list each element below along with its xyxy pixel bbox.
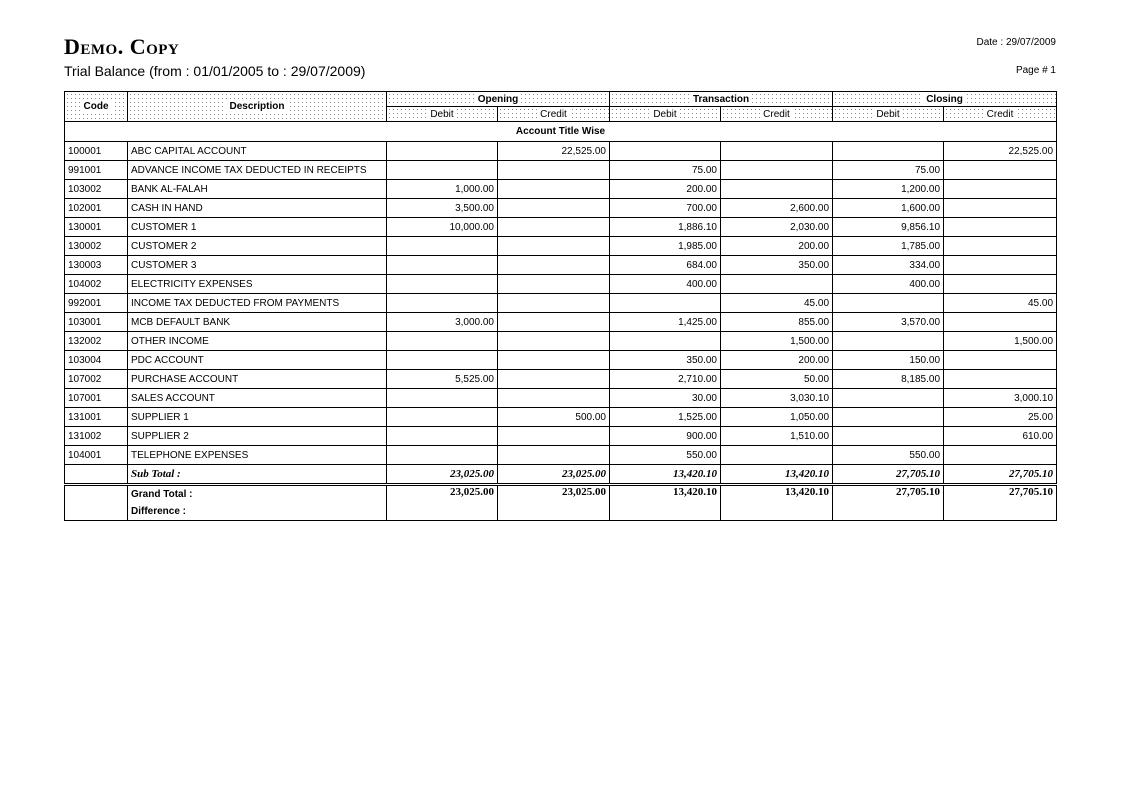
cell-closing-debit: 1,785.00 — [833, 237, 944, 256]
cell-opening-debit — [387, 408, 498, 427]
account-row — [65, 180, 1057, 199]
cell-opening-debit — [387, 237, 498, 256]
cell-transaction-debit: 400.00 — [610, 275, 721, 294]
cell-description: CUSTOMER 1 — [128, 218, 387, 237]
cell-transaction-credit: 855.00 — [721, 313, 833, 332]
subtotal-row — [65, 465, 1057, 485]
cell-closing-debit: 8,185.00 — [833, 370, 944, 389]
page-number: Page # 1 — [1015, 65, 1056, 76]
cell-transaction-credit — [721, 142, 833, 161]
cell-closing-credit: 1,500.00 — [944, 332, 1057, 351]
cell-code: 131001 — [65, 408, 128, 427]
cell-closing-credit: 610.00 — [944, 427, 1057, 446]
cell-transaction-credit: 1,500.00 — [721, 332, 833, 351]
cell-description: SALES ACCOUNT — [128, 389, 387, 408]
cell-transaction-debit: 1,425.00 — [610, 313, 721, 332]
subtotal-opening-debit: 23,025.00 — [387, 465, 498, 485]
cell-opening-debit — [387, 142, 498, 161]
account-row — [65, 370, 1057, 389]
cell-closing-credit — [944, 237, 1057, 256]
cell-code: 103001 — [65, 313, 128, 332]
cell-opening-debit — [387, 275, 498, 294]
cell-opening-debit — [387, 161, 498, 180]
cell-description: BANK AL-FALAH — [128, 180, 387, 199]
report-subtitle: Trial Balance (from : 01/01/2005 to : 29/07/2009) — [64, 63, 366, 79]
cell-closing-debit: 400.00 — [833, 275, 944, 294]
cell-opening-credit — [498, 161, 610, 180]
cell-description: SUPPLIER 1 — [128, 408, 387, 427]
cell-transaction-debit: 684.00 — [610, 256, 721, 275]
cell-opening-debit — [387, 256, 498, 275]
cell-transaction-credit: 2,030.00 — [721, 218, 833, 237]
cell-code: 132002 — [65, 332, 128, 351]
account-row — [65, 313, 1057, 332]
grand-transaction-credit: 13,420.10 — [721, 485, 833, 521]
cell-closing-debit: 1,600.00 — [833, 199, 944, 218]
cell-code: 103004 — [65, 351, 128, 370]
account-row — [65, 237, 1057, 256]
cell-closing-credit — [944, 256, 1057, 275]
cell-description: ADVANCE INCOME TAX DEDUCTED IN RECEIPTS — [128, 161, 387, 180]
cell-opening-credit — [498, 313, 610, 332]
cell-transaction-debit: 1,886.10 — [610, 218, 721, 237]
cell-transaction-credit: 200.00 — [721, 351, 833, 370]
account-row — [65, 199, 1057, 218]
cell-description: PDC ACCOUNT — [128, 351, 387, 370]
cell-opening-credit — [498, 275, 610, 294]
header-closing-credit: Credit — [944, 107, 1057, 122]
cell-transaction-credit: 1,050.00 — [721, 408, 833, 427]
account-row — [65, 389, 1057, 408]
cell-transaction-debit: 2,710.00 — [610, 370, 721, 389]
cell-code: 102001 — [65, 199, 128, 218]
cell-closing-debit — [833, 427, 944, 446]
cell-opening-debit — [387, 332, 498, 351]
cell-opening-credit: 500.00 — [498, 408, 610, 427]
cell-transaction-credit — [721, 161, 833, 180]
cell-code: 991001 — [65, 161, 128, 180]
cell-closing-debit: 75.00 — [833, 161, 944, 180]
cell-closing-debit: 550.00 — [833, 446, 944, 465]
cell-transaction-credit: 2,600.00 — [721, 199, 833, 218]
subtotal-transaction-credit: 13,420.10 — [721, 465, 833, 485]
account-row — [65, 427, 1057, 446]
cell-opening-credit — [498, 332, 610, 351]
cell-code: 103002 — [65, 180, 128, 199]
cell-description: CASH IN HAND — [128, 199, 387, 218]
header-row-groups — [65, 92, 1057, 107]
header-description: Description — [128, 92, 387, 122]
cell-transaction-credit: 200.00 — [721, 237, 833, 256]
cell-transaction-debit: 900.00 — [610, 427, 721, 446]
header-opening-credit: Credit — [498, 107, 610, 122]
cell-opening-debit: 3,000.00 — [387, 313, 498, 332]
cell-opening-debit — [387, 294, 498, 313]
grand-opening-credit: 23,025.00 — [498, 485, 610, 521]
cell-description: TELEPHONE EXPENSES — [128, 446, 387, 465]
cell-description: INCOME TAX DEDUCTED FROM PAYMENTS — [128, 294, 387, 313]
cell-transaction-debit — [610, 332, 721, 351]
header-transaction-credit: Credit — [721, 107, 833, 122]
cell-closing-credit — [944, 275, 1057, 294]
cell-opening-debit: 1,000.00 — [387, 180, 498, 199]
account-row — [65, 142, 1057, 161]
cell-opening-credit — [498, 351, 610, 370]
grand-closing-debit: 27,705.10 — [833, 485, 944, 521]
difference-label: Difference : — [131, 506, 187, 517]
grand-total-label: Grand Total : — [131, 489, 193, 500]
grand-closing-credit: 27,705.10 — [944, 485, 1057, 521]
header-closing-debit: Debit — [833, 107, 944, 122]
subtotal-closing-debit: 27,705.10 — [833, 465, 944, 485]
cell-description: MCB DEFAULT BANK — [128, 313, 387, 332]
cell-opening-debit — [387, 446, 498, 465]
account-row — [65, 446, 1057, 465]
header-transaction-debit: Debit — [610, 107, 721, 122]
cell-transaction-debit: 200.00 — [610, 180, 721, 199]
cell-description: CUSTOMER 3 — [128, 256, 387, 275]
cell-description: CUSTOMER 2 — [128, 237, 387, 256]
grand-transaction-debit: 13,420.10 — [610, 485, 721, 521]
cell-opening-debit — [387, 427, 498, 446]
account-row — [65, 332, 1057, 351]
header-code: Code — [65, 92, 128, 122]
cell-transaction-credit — [721, 180, 833, 199]
cell-transaction-credit — [721, 275, 833, 294]
cell-closing-debit — [833, 389, 944, 408]
account-row — [65, 275, 1057, 294]
cell-closing-debit: 1,200.00 — [833, 180, 944, 199]
cell-opening-credit — [498, 427, 610, 446]
cell-closing-credit — [944, 370, 1057, 389]
section-title: Account Title Wise — [65, 122, 1057, 142]
cell-closing-credit — [944, 351, 1057, 370]
cell-closing-credit — [944, 313, 1057, 332]
cell-transaction-debit: 700.00 — [610, 199, 721, 218]
cell-closing-debit: 9,856.10 — [833, 218, 944, 237]
cell-closing-credit: 45.00 — [944, 294, 1057, 313]
cell-opening-debit: 5,525.00 — [387, 370, 498, 389]
cell-opening-credit — [498, 446, 610, 465]
cell-code: 992001 — [65, 294, 128, 313]
account-row — [65, 218, 1057, 237]
cell-closing-credit — [944, 218, 1057, 237]
grand-opening-debit: 23,025.00 — [387, 485, 498, 521]
cell-opening-debit: 10,000.00 — [387, 218, 498, 237]
cell-closing-debit: 334.00 — [833, 256, 944, 275]
cell-code: 104001 — [65, 446, 128, 465]
cell-closing-debit — [833, 142, 944, 161]
account-row — [65, 294, 1057, 313]
subtotal-opening-credit: 23,025.00 — [498, 465, 610, 485]
cell-opening-credit — [498, 294, 610, 313]
subtotal-transaction-debit: 13,420.10 — [610, 465, 721, 485]
cell-transaction-credit: 45.00 — [721, 294, 833, 313]
cell-description: ABC CAPITAL ACCOUNT — [128, 142, 387, 161]
cell-closing-debit — [833, 332, 944, 351]
cell-transaction-debit: 1,985.00 — [610, 237, 721, 256]
cell-opening-debit: 3,500.00 — [387, 199, 498, 218]
account-row — [65, 161, 1057, 180]
cell-closing-debit: 150.00 — [833, 351, 944, 370]
cell-description: ELECTRICITY EXPENSES — [128, 275, 387, 294]
cell-opening-credit — [498, 389, 610, 408]
cell-opening-credit — [498, 237, 610, 256]
cell-code: 100001 — [65, 142, 128, 161]
grand-total-row — [65, 485, 1057, 521]
cell-closing-credit: 25.00 — [944, 408, 1057, 427]
account-row — [65, 256, 1057, 275]
cell-opening-credit — [498, 180, 610, 199]
subtotal-closing-credit: 27,705.10 — [944, 465, 1057, 485]
cell-transaction-credit — [721, 446, 833, 465]
cell-transaction-debit: 1,525.00 — [610, 408, 721, 427]
cell-transaction-debit: 30.00 — [610, 389, 721, 408]
report-date: Date : 29/07/2009 — [976, 37, 1056, 48]
cell-opening-credit — [498, 370, 610, 389]
cell-transaction-debit — [610, 142, 721, 161]
header-opening-debit: Debit — [387, 107, 498, 122]
cell-opening-debit — [387, 389, 498, 408]
cell-closing-credit — [944, 180, 1057, 199]
cell-transaction-credit: 1,510.00 — [721, 427, 833, 446]
cell-closing-credit — [944, 199, 1057, 218]
cell-closing-debit: 3,570.00 — [833, 313, 944, 332]
grand-total-labels — [128, 485, 387, 521]
cell-code: 130003 — [65, 256, 128, 275]
cell-closing-credit: 3,000.10 — [944, 389, 1057, 408]
section-title-row — [65, 122, 1057, 142]
account-row — [65, 408, 1057, 427]
cell-transaction-credit: 3,030.10 — [721, 389, 833, 408]
cell-code: 104002 — [65, 275, 128, 294]
cell-code: 131002 — [65, 427, 128, 446]
cell-opening-credit — [498, 218, 610, 237]
cell-opening-credit — [498, 256, 610, 275]
cell-transaction-debit — [610, 294, 721, 313]
header-closing: Closing — [833, 92, 1057, 107]
cell-code: 107002 — [65, 370, 128, 389]
cell-transaction-credit: 350.00 — [721, 256, 833, 275]
cell-code: 130001 — [65, 218, 128, 237]
cell-closing-credit — [944, 161, 1057, 180]
cell-description: SUPPLIER 2 — [128, 427, 387, 446]
cell-description: OTHER INCOME — [128, 332, 387, 351]
cell-opening-debit — [387, 351, 498, 370]
report-title: Demo. Copy — [64, 34, 180, 59]
account-row — [65, 351, 1057, 370]
header-opening: Opening — [387, 92, 610, 107]
cell-opening-credit — [498, 199, 610, 218]
cell-closing-credit — [944, 446, 1057, 465]
cell-opening-credit: 22,525.00 — [498, 142, 610, 161]
cell-closing-debit — [833, 408, 944, 427]
cell-transaction-debit: 350.00 — [610, 351, 721, 370]
cell-transaction-debit: 75.00 — [610, 161, 721, 180]
cell-code: 107001 — [65, 389, 128, 408]
cell-transaction-credit: 50.00 — [721, 370, 833, 389]
subtotal-label: Sub Total : — [128, 465, 387, 485]
header-transaction: Transaction — [610, 92, 833, 107]
trial-balance-table — [64, 91, 1057, 521]
cell-closing-debit — [833, 294, 944, 313]
cell-code: 130002 — [65, 237, 128, 256]
cell-closing-credit: 22,525.00 — [944, 142, 1057, 161]
cell-description: PURCHASE ACCOUNT — [128, 370, 387, 389]
cell-transaction-debit: 550.00 — [610, 446, 721, 465]
